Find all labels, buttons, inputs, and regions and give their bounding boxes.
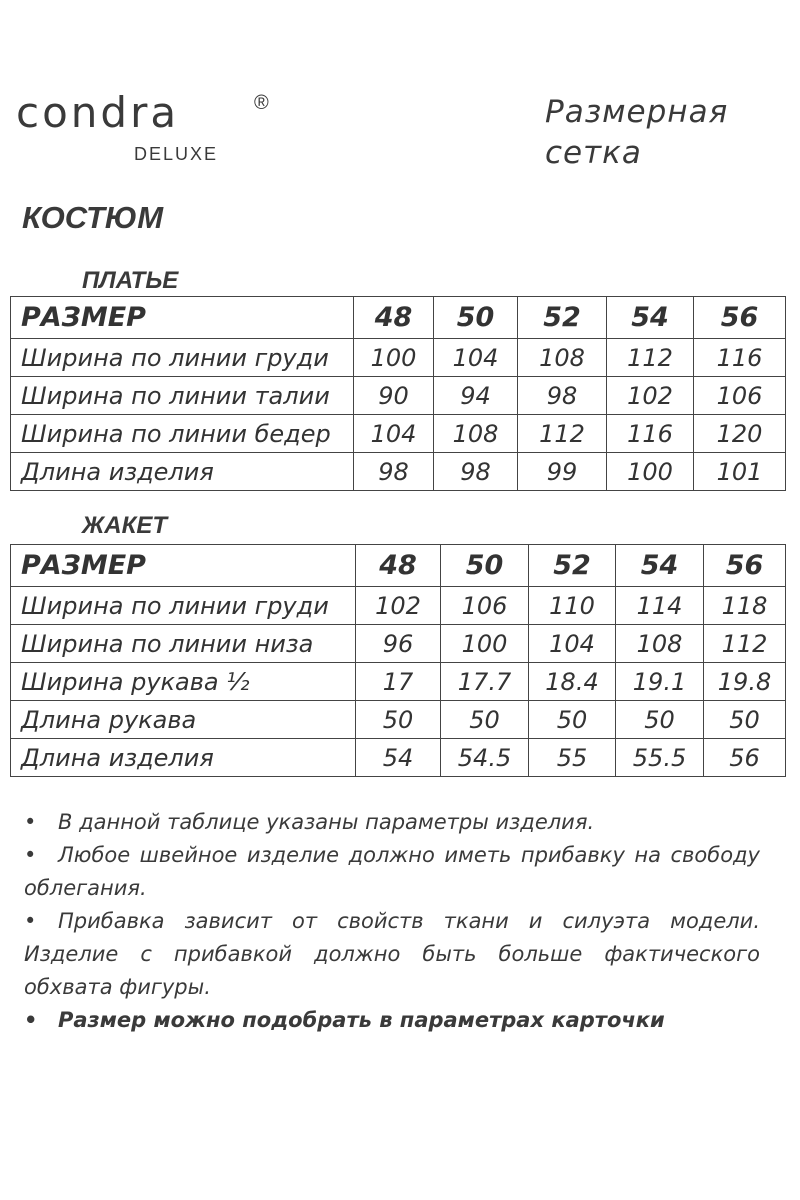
bullet-icon: • (24, 810, 37, 834)
jacket-row-label: Ширина рукава ½ (11, 663, 356, 701)
jacket-cell: 56 (704, 739, 786, 777)
note-text: Любое швейное изделие должно иметь прибавку на свободу облегания. (24, 843, 760, 900)
jacket-row-hem (11, 625, 786, 663)
note-item (24, 839, 760, 905)
jacket-cell: 50 (704, 701, 786, 739)
dress-cell: 116 (694, 339, 786, 377)
document-title (545, 92, 775, 174)
dress-row-length (11, 453, 786, 491)
jacket-cell: 55 (529, 739, 616, 777)
dress-header-size-54: 54 (607, 297, 694, 339)
jacket-cell: 104 (529, 625, 616, 663)
dress-row-label: Ширина по линии талии (11, 377, 354, 415)
dress-cell: 120 (694, 415, 786, 453)
jacket-header-size-50: 50 (441, 545, 529, 587)
jacket-row-label: Длина рукава (11, 701, 356, 739)
jacket-cell: 114 (616, 587, 704, 625)
jacket-cell: 102 (356, 587, 441, 625)
dress-cell: 98 (354, 453, 434, 491)
jacket-cell: 19.8 (704, 663, 786, 701)
jacket-row-chest (11, 587, 786, 625)
jacket-cell: 118 (704, 587, 786, 625)
dress-header-row (11, 297, 786, 339)
note-item (24, 905, 760, 1004)
jacket-row-label: Ширина по линии груди (11, 587, 356, 625)
document-title-line-1: Размерная (545, 94, 729, 130)
jacket-header-size-52: 52 (529, 545, 616, 587)
note-item (24, 806, 760, 839)
dress-header-size-50: 50 (434, 297, 518, 339)
jacket-cell: 19.1 (616, 663, 704, 701)
brand-name: condra (16, 88, 180, 137)
bullet-icon: • (24, 909, 37, 933)
jacket-section-label: ЖАКЕТ (82, 512, 168, 539)
jacket-cell: 96 (356, 625, 441, 663)
dress-cell: 116 (607, 415, 694, 453)
jacket-cell: 54.5 (441, 739, 529, 777)
jacket-cell: 55.5 (616, 739, 704, 777)
jacket-cell: 106 (441, 587, 529, 625)
dress-cell: 108 (434, 415, 518, 453)
dress-cell: 102 (607, 377, 694, 415)
dress-row-hips (11, 415, 786, 453)
jacket-row-label: Длина изделия (11, 739, 356, 777)
dress-cell: 100 (354, 339, 434, 377)
dress-section-label: ПЛАТЬЕ (82, 267, 179, 294)
jacket-row-length (11, 739, 786, 777)
jacket-cell: 108 (616, 625, 704, 663)
registered-mark: ® (254, 92, 269, 114)
dress-cell: 98 (434, 453, 518, 491)
product-title: КОСТЮМ (22, 200, 164, 235)
jacket-cell: 100 (441, 625, 529, 663)
dress-row-waist (11, 377, 786, 415)
jacket-header-size-48: 48 (356, 545, 441, 587)
dress-cell: 104 (434, 339, 518, 377)
note-item (24, 1004, 760, 1037)
dress-cell: 98 (518, 377, 607, 415)
jacket-cell: 110 (529, 587, 616, 625)
dress-cell: 112 (518, 415, 607, 453)
jacket-size-table (10, 544, 786, 777)
dress-row-label: Длина изделия (11, 453, 354, 491)
jacket-cell: 50 (529, 701, 616, 739)
dress-row-chest (11, 339, 786, 377)
jacket-row-label: Ширина по линии низа (11, 625, 356, 663)
dress-header-size-56: 56 (694, 297, 786, 339)
jacket-header-size-label: РАЗМЕР (11, 545, 356, 587)
jacket-header-size-54: 54 (616, 545, 704, 587)
notes-list (24, 806, 760, 1037)
bullet-icon: • (24, 1008, 38, 1032)
jacket-cell: 54 (356, 739, 441, 777)
jacket-header-size-56: 56 (704, 545, 786, 587)
dress-cell: 94 (434, 377, 518, 415)
note-text: В данной таблице указаны параметры изделия. (58, 810, 595, 834)
dress-cell: 100 (607, 453, 694, 491)
brand-logo (16, 88, 276, 172)
jacket-cell: 50 (616, 701, 704, 739)
note-text: Прибавка зависит от свойств ткани и силуэта модели. Изделие с прибавкой должно быть больше фактического обхвата фигуры. (24, 909, 760, 999)
dress-row-label: Ширина по линии бедер (11, 415, 354, 453)
dress-header-size-52: 52 (518, 297, 607, 339)
dress-size-table (10, 296, 786, 491)
dress-cell: 90 (354, 377, 434, 415)
dress-cell: 104 (354, 415, 434, 453)
dress-cell: 106 (694, 377, 786, 415)
dress-cell: 99 (518, 453, 607, 491)
jacket-cell: 18.4 (529, 663, 616, 701)
document-title-line-2: сетка (545, 135, 642, 171)
dress-header-size-label: РАЗМЕР (11, 297, 354, 339)
dress-header-size-48: 48 (354, 297, 434, 339)
brand-line: DELUXE (134, 144, 219, 164)
jacket-row-sleeve-width (11, 663, 786, 701)
dress-cell: 101 (694, 453, 786, 491)
dress-cell: 108 (518, 339, 607, 377)
jacket-row-sleeve-length (11, 701, 786, 739)
jacket-cell: 17.7 (441, 663, 529, 701)
jacket-header-row (11, 545, 786, 587)
jacket-cell: 50 (356, 701, 441, 739)
bullet-icon: • (24, 843, 37, 867)
dress-cell: 112 (607, 339, 694, 377)
jacket-cell: 17 (356, 663, 441, 701)
jacket-cell: 112 (704, 625, 786, 663)
note-text: Размер можно подобрать в параметрах карточки (58, 1008, 665, 1032)
jacket-cell: 50 (441, 701, 529, 739)
dress-row-label: Ширина по линии груди (11, 339, 354, 377)
